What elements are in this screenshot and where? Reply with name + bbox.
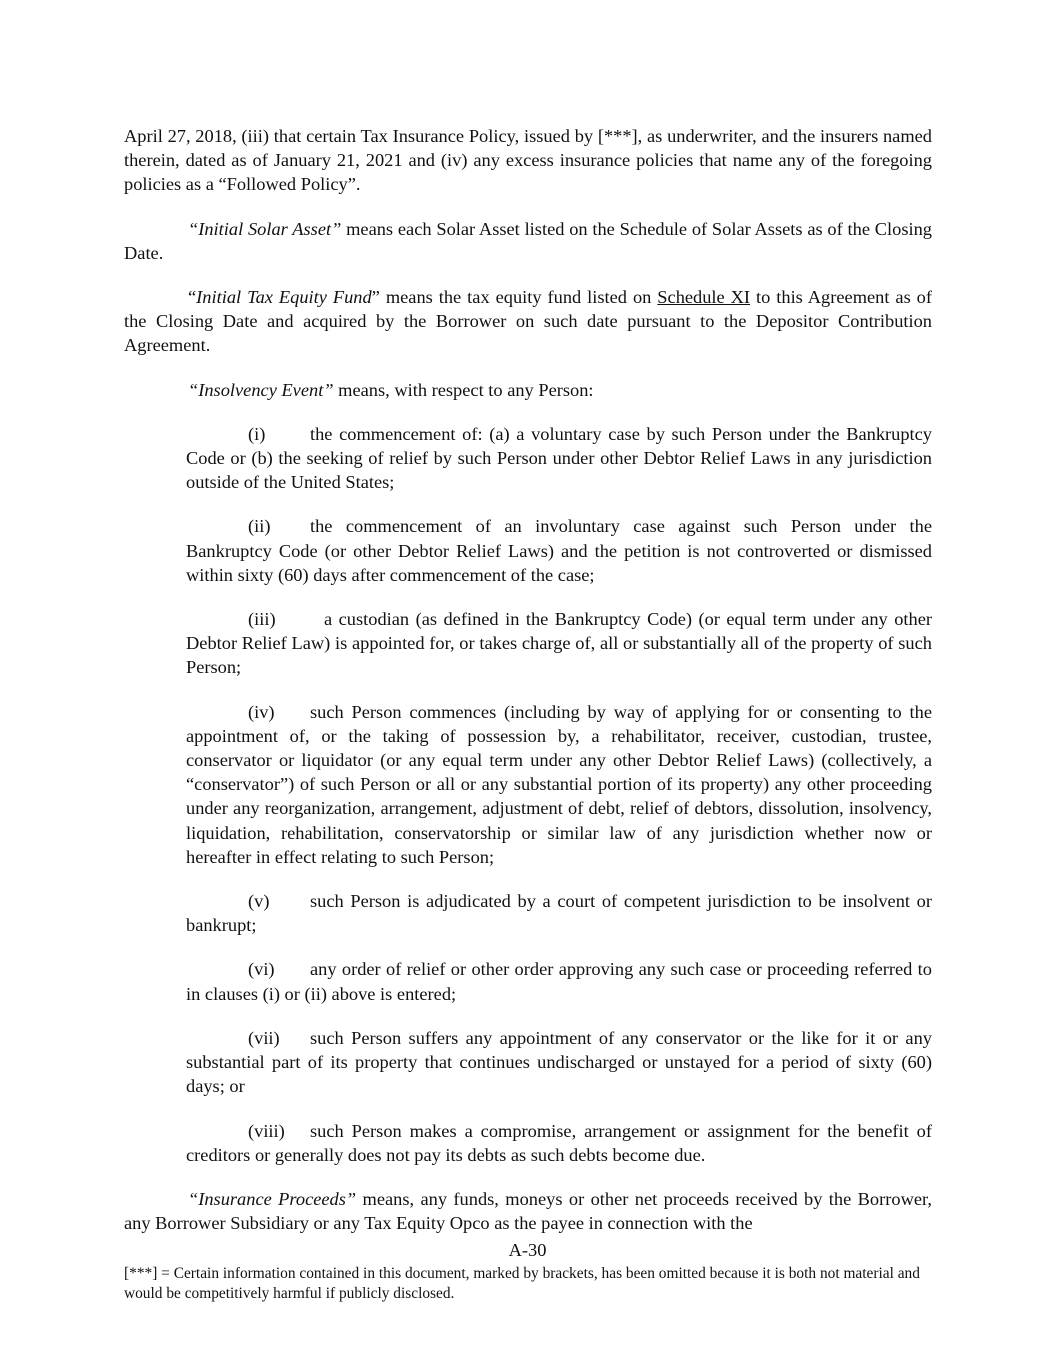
defined-term: “Insolvency Event”: [188, 379, 334, 400]
definition-insurance-proceeds: [124, 1187, 932, 1235]
clause-text: any order of relief or other order approving any such case or proceeding referred to in clauses (i) or (ii) above is entered;: [186, 959, 932, 1004]
clause-text: such Person commences (including by way of applying for or consenting to the appointment of, or the taking of possession by, a rehabilitator, receiver, custodian, trustee, conservator or liquidator (or any equal term under any other Debtor Relief Laws) (collectively, a “conservator”) of such Person or all or any substantial portion of its property) any other proceeding under any reorganization, arrangement, adjustment of debt, relief of debtors, dissolution, insolvency, liquidation, rehabilitation, conservatorship or similar law of any jurisdiction whether now or hereafter in effect relating to such Person;: [186, 701, 932, 867]
clause-iv: [186, 700, 932, 869]
definition-text: means, any funds, moneys or other net proceeds received by the Borrower, any Borrower Subsidiary or any Tax Equity Opco as the payee in connection with the: [124, 1188, 932, 1234]
intro-continuation: April 27, 2018, (iii) that certain Tax Insurance Policy, issued by [***], as underwriter, and the insurers named therein, dated as of January 21, 2021 and (iv) any excess insurance policies that name any of the foregoing policies as a “Followed Policy”.: [124, 126, 932, 195]
clause-v: [186, 889, 932, 937]
clause-number: (vi): [248, 959, 275, 980]
clause-text: such Person suffers any appointment of any conservator or the like for it or any substantial part of its property that continues undischarged or unstayed for a period of sixty (60) days; or: [186, 1027, 932, 1097]
clause-number: (vii): [248, 1027, 280, 1048]
clause-text: the commencement of: (a) a voluntary case by such Person under the Bankruptcy Code or (b) the seeking of relief by such Person under other Debtor Relief Laws in any jurisdiction outside of the United States;: [186, 423, 932, 493]
open-quote: “: [188, 287, 197, 308]
definition-insolvency-event: [124, 378, 932, 402]
clause-text: a custodian (as defined in the Bankruptcy Code) (or equal term under any other Debtor Relief Law) is appointed for, or takes charge of, all or substantially all of the property of such Person;: [186, 609, 932, 678]
clause-vii: [186, 1026, 932, 1099]
clause-number: (viii): [248, 1120, 285, 1141]
clause-number: (i): [248, 423, 266, 444]
clause-text: such Person is adjudicated by a court of competent jurisdiction to be insolvent or bankrupt;: [186, 891, 932, 936]
clause-number: (ii): [248, 516, 271, 537]
clause-number: (iv): [248, 701, 275, 722]
clause-vi: [186, 957, 932, 1005]
definition-text: means, with respect to any Person:: [333, 379, 594, 400]
clause-i: [186, 422, 932, 495]
page-number: A-30: [508, 1240, 547, 1260]
definition-text: means each Solar Asset listed on the Schedule of Solar Assets as of the Closing Date.: [124, 218, 932, 263]
footnote: [***] = Certain information contained in this document, marked by brackets, has been omitted because it is both not material and would be competitively harmful if publicly disclosed.: [124, 1265, 920, 1302]
definition-text: to this Agreement as of the Closing Date and acquired by the Borrower on such date pursuant to the Depositor Contribution Agreement.: [124, 287, 932, 356]
clause-iii: [186, 607, 932, 680]
clause-number: (iii): [248, 609, 276, 630]
clause-text: the commencement of an involuntary case against such Person under the Bankruptcy Code (or other Debtor Relief Laws) and the petition is not controverted or dismissed within sixty (60) days after commencement of the case;: [186, 516, 932, 585]
defined-term: Initial Tax Equity Fund: [196, 287, 372, 308]
defined-term: “Insurance Proceeds”: [188, 1188, 357, 1209]
document-page: [124, 124, 932, 1235]
schedule-reference: Schedule XI: [657, 287, 751, 308]
clause-ii: [186, 514, 932, 587]
definition-initial-solar-asset: [124, 217, 932, 265]
clause-viii: [186, 1119, 932, 1167]
definition-text: means the tax equity fund listed on: [379, 287, 658, 308]
clause-number: (v): [248, 891, 270, 912]
close-quote: ”: [371, 287, 380, 308]
definition-initial-tax-equity-fund: [124, 285, 932, 358]
clause-text: such Person makes a compromise, arrangement or assignment for the benefit of creditors or generally does not pay its debts as such debts become due.: [186, 1120, 932, 1165]
defined-term: “Initial Solar Asset”: [188, 218, 342, 239]
